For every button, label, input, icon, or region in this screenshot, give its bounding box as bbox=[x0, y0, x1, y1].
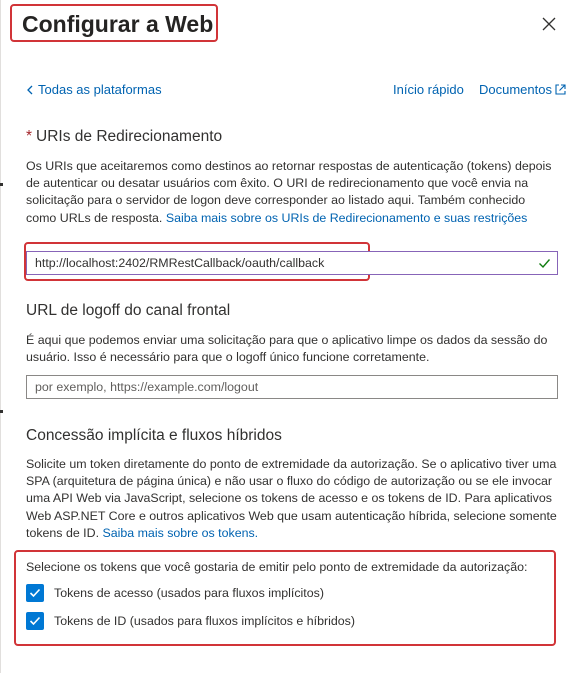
checkmark-icon bbox=[29, 616, 41, 626]
id-tokens-label: Tokens de ID (usados para fluxos implícitos e híbridos) bbox=[54, 614, 355, 628]
redirect-uris-heading bbox=[26, 128, 222, 146]
external-link-icon bbox=[554, 83, 567, 96]
documents-link[interactable] bbox=[479, 82, 567, 97]
redirect-uri-value: http://localhost:2402/RMRestCallback/oauth/callback bbox=[35, 256, 325, 270]
logout-url-input[interactable] bbox=[26, 375, 558, 399]
quick-start-link[interactable]: Início rápido bbox=[393, 82, 464, 97]
redirect-uris-description-text: Os URIs que aceitaremos como destinos ao retornar respostas de autenticação (tokens) depois de autenticar ou desatar usuários com êxito. O URI de redirecionamento que você envia na solicitação para o servidor de logon deve corresponder ao listado aqui. Também conhecido como URLs de resposta. bbox=[26, 159, 552, 225]
access-tokens-checkbox[interactable] bbox=[26, 584, 44, 602]
logout-url-heading: URL de logoff do canal frontal bbox=[26, 302, 231, 319]
required-marker: * bbox=[26, 128, 33, 145]
close-button[interactable] bbox=[540, 15, 558, 33]
checkmark-icon bbox=[29, 588, 41, 598]
redirect-uri-input[interactable] bbox=[26, 251, 558, 275]
access-tokens-checkbox-row[interactable] bbox=[26, 584, 324, 602]
logout-url-placeholder: por exemplo, https://example.com/logout bbox=[35, 380, 259, 394]
edge-marker bbox=[0, 410, 3, 413]
implicit-grant-description-text: Solicite um token diretamente do ponto de extremidade da autorização. Se o aplicativo tiver uma SPA (arquitetura de página única) e não usar o fluxo do código de autorização ou se ele invocar uma API Web via JavaScript, selecione os tokens de acesso e os tokens de ID. Para aplicativos Web ASP.NET Core e outros aplicativos Web que usam autenticação híbrida, selecione somente tokens de ID. bbox=[26, 457, 557, 540]
redirect-uris-learn-more-link[interactable]: Saiba mais sobre os URIs de Redirecionamento e suas restrições bbox=[165, 210, 528, 225]
logout-url-description: É aqui que podemos enviar uma solicitação para que o aplicativo limpe os dados da sessão do usuário. Isso é necessário para que o logoff único funcione corretamente. bbox=[26, 333, 548, 365]
tokens-learn-more-link[interactable]: Saiba mais sobre os tokens. bbox=[102, 525, 259, 540]
implicit-grant-heading: Concessão implícita e fluxos híbridos bbox=[26, 427, 282, 444]
page-title: Configurar a Web bbox=[22, 11, 214, 37]
panel-edge bbox=[0, 0, 1, 673]
tokens-select-label: Selecione os tokens que você gostaria de emitir pelo ponto de extremidade da autorização: bbox=[26, 560, 528, 574]
documents-link-label: Documentos bbox=[479, 82, 552, 97]
back-link-label: Todas as plataformas bbox=[38, 82, 162, 97]
back-to-platforms-link[interactable] bbox=[26, 82, 162, 97]
checkmark-icon bbox=[538, 257, 551, 269]
implicit-grant-description bbox=[26, 456, 558, 542]
edge-marker bbox=[0, 183, 3, 186]
redirect-uris-title: URIs de Redirecionamento bbox=[36, 128, 223, 145]
chevron-left-icon bbox=[26, 85, 34, 95]
access-tokens-label: Tokens de acesso (usados para fluxos implícitos) bbox=[54, 586, 324, 600]
id-tokens-checkbox-row[interactable] bbox=[26, 612, 355, 630]
id-tokens-checkbox[interactable] bbox=[26, 612, 44, 630]
close-icon bbox=[540, 15, 558, 33]
redirect-uris-description bbox=[26, 158, 558, 227]
